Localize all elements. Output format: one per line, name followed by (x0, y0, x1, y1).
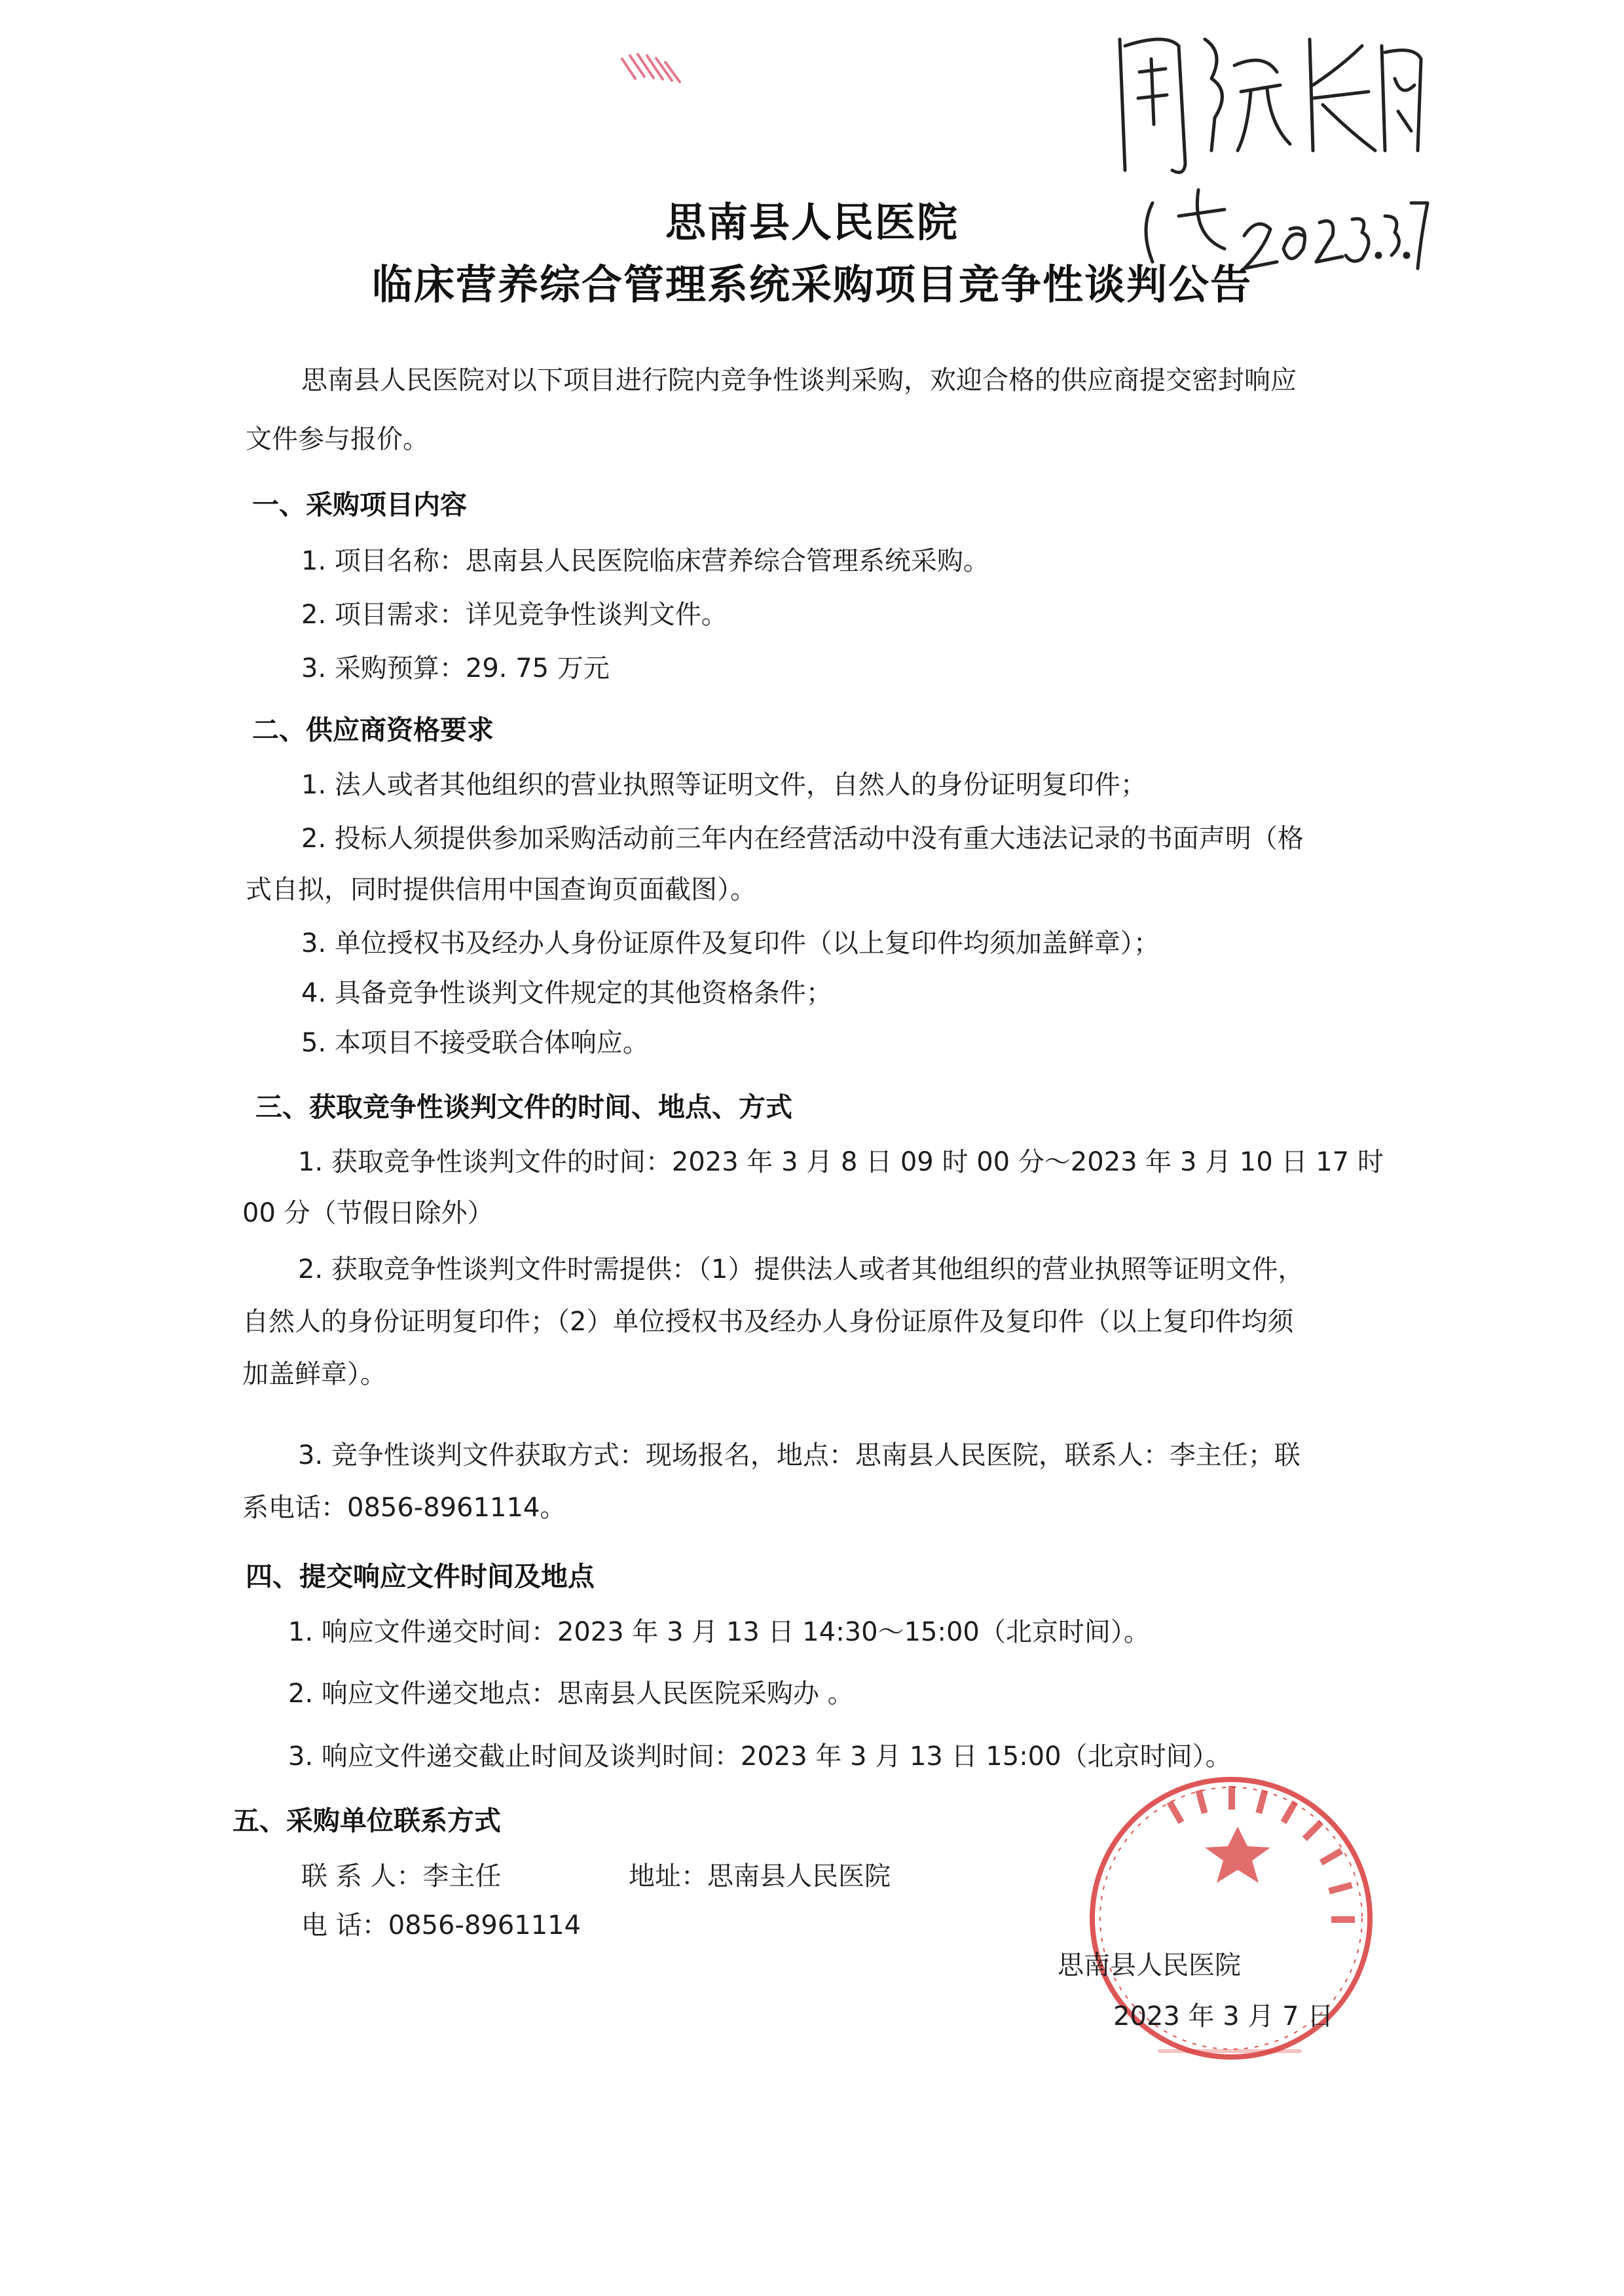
list-item: 式自拟，同时提供信用中国查询页面截图）。 (246, 875, 756, 905)
red-ink-smudge (616, 49, 688, 88)
contact-phone: 电 话：0856-8961114 (301, 1910, 581, 1941)
list-item: 2. 获取竞争性谈判文件时需提供：（1）提供法人或者其他组织的营业执照等证明文件， (298, 1254, 1304, 1285)
intro-line-1: 思南县人民医院对以下项目进行院内竞争性谈判采购，欢迎合格的供应商提交密封响应 (301, 365, 1297, 395)
list-item: 自然人的身份证明复印件；（2）单位授权书及经办人身份证原件及复印件（以上复印件均须 (242, 1307, 1294, 1337)
section-heading: 五、采购单位联系方式 (232, 1805, 501, 1836)
list-item: 加盖鲜章）。 (242, 1359, 386, 1389)
contact-person: 联 系 人：李主任 (301, 1861, 502, 1891)
section-heading: 四、提交响应文件时间及地点 (246, 1561, 595, 1592)
list-item: 3. 响应文件递交截止时间及谈判时间：2023 年 3 月 13 日 15:00（北京时间）。 (288, 1741, 1232, 1772)
section-heading: 三、获取竞争性谈判文件的时间、地点、方式 (255, 1091, 792, 1123)
list-item: 2. 投标人须提供参加采购活动前三年内在经营活动中没有重大违法记录的书面声明（格 (301, 824, 1304, 854)
list-item: 2. 项目需求：详见竞争性谈判文件。 (301, 600, 728, 630)
list-item: 1. 法人或者其他组织的营业执照等证明文件，自然人的身份证明复印件； (301, 770, 1147, 800)
list-item: 00 分（节假日除外） (242, 1198, 494, 1228)
list-item: 1. 项目名称：思南县人民医院临床营养综合管理系统采购。 (301, 546, 989, 576)
section-heading: 二、供应商资格要求 (252, 714, 494, 746)
list-item: 4. 具备竞争性谈判文件规定的其他资格条件； (301, 978, 832, 1008)
list-item: 3. 单位授权书及经办人身份证原件及复印件（以上复印件均须加盖鲜章）； (301, 928, 1160, 958)
document-subtitle: 临床营养综合管理系统采购项目竞争性谈判公告 (371, 261, 1252, 308)
intro-line-2: 文件参与报价。 (246, 424, 429, 454)
contact-address: 地址：思南县人民医院 (629, 1861, 891, 1891)
list-item: 1. 获取竞争性谈判文件的时间：2023 年 3 月 8 日 09 时 00 分～2023 年 3 月 10 日 17 时 (298, 1147, 1384, 1177)
list-item: 3. 采购预算：29. 75 万元 (301, 653, 610, 683)
list-item: 1. 响应文件递交时间：2023 年 3 月 13 日 14:30～15:00（北京时间）。 (288, 1617, 1150, 1647)
document-title: 思南县人民医院 (665, 198, 959, 246)
list-item: 系电话：0856-8961114。 (242, 1493, 566, 1523)
section-heading: 一、采购项目内容 (252, 489, 467, 520)
signature-org: 思南县人民医院 (1058, 1950, 1241, 1980)
list-item: 5. 本项目不接受联合体响应。 (301, 1028, 649, 1058)
signature-date: 2023 年 3 月 7 日 (1113, 2001, 1334, 2032)
list-item: 3. 竞争性谈判文件获取方式：现场报名，地点：思南县人民医院，联系人：李主任；联 (298, 1440, 1301, 1470)
list-item: 2. 响应文件递交地点：思南县人民医院采购办 。 (288, 1679, 854, 1709)
